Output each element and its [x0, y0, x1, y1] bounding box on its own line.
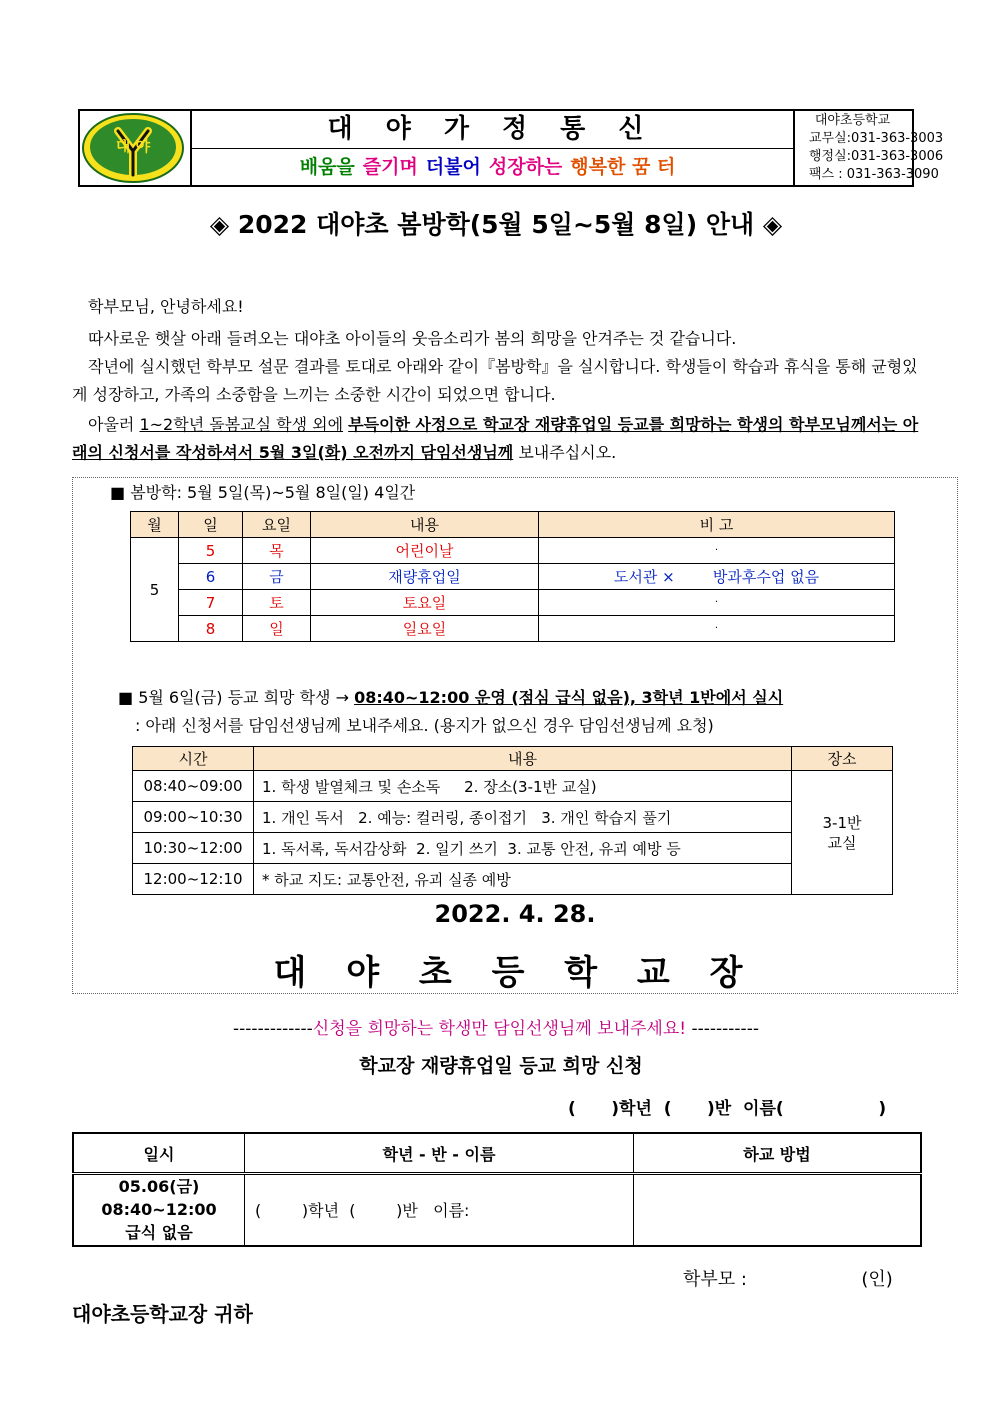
weekday-cell: 토 [243, 590, 311, 616]
motto-word: 성장하는 [488, 156, 563, 178]
note-cell: · [539, 538, 895, 564]
col-day: 일 [179, 512, 243, 538]
note-cell: · [539, 616, 895, 642]
table-row [131, 616, 895, 642]
table-row [133, 833, 893, 864]
time-cell: 12:00~12:10 [133, 864, 254, 895]
month-cell: 5 [131, 538, 179, 642]
request-lead: 아울러 [88, 415, 140, 434]
cut-line-dashes-left: ------------- [233, 1019, 313, 1039]
motto-word: 배움을 [299, 156, 355, 178]
cut-line-text: 신청을 희망하는 학생만 담임선생님께 보내주세요! [312, 1019, 687, 1039]
survey-paragraph: 작년에 실시했던 학부모 설문 결과를 토대로 아래와 같이『봄방학』을 실시합니다. 학생들이 학습과 휴식을 통해 균형있게 성장하고, 가족의 소중함을 느끼는 소중한 시간이 되었으면 합니다. [72, 357, 918, 404]
col-return-method: 하교 방법 [634, 1133, 922, 1174]
content-cell: 어린이날 [311, 538, 539, 564]
logo-text: 대 야 [115, 137, 151, 155]
time-cell: 09:00~10:30 [133, 802, 254, 833]
school-logo-cell [80, 111, 192, 185]
request-paragraph [72, 411, 922, 467]
fax-number: 팩스 : 031-363-3090 [809, 167, 939, 182]
contact-info [793, 111, 944, 186]
break-period-label: ■ 봄방학: 5월 5일(목)~5월 8일(일) 4일간 [110, 483, 416, 502]
activity-cell: 1. 학생 발열체크 및 손소독 2. 장소(3-1반 교실) [254, 771, 792, 802]
attendance-hours: 08:40~12:00 운영 (점심 급식 없음), 3학년 1반에서 실시 [354, 688, 784, 707]
content-cell: 재량휴업일 [311, 564, 539, 590]
greeting: 학부모님, 안녕하세요! [88, 297, 244, 316]
table-row [131, 564, 895, 590]
note-cell: · [539, 590, 895, 616]
col-time: 시간 [133, 747, 254, 771]
weekday-cell: 일 [243, 616, 311, 642]
col-date: 일시 [73, 1133, 245, 1174]
title-cell [190, 111, 795, 185]
addressee: 대야초등학교장 귀하 [72, 1302, 253, 1326]
col-month: 월 [131, 512, 179, 538]
place-cell: 3-1반 교실 [792, 771, 893, 895]
principal-signature: 대 야 초 등 학 교 장 [273, 953, 757, 993]
col-student: 학년 - 반 - 이름 [245, 1133, 634, 1174]
motto-word: 즐기며 [362, 156, 418, 178]
activity-cell: 1. 개인 독서 2. 예능: 컬러링, 종이접기 3. 개인 학습지 풀기 [254, 802, 792, 833]
weekday-cell: 금 [243, 564, 311, 590]
table-row [133, 771, 893, 802]
time-line: 08:40~12:00 [101, 1200, 217, 1220]
time-cell: 10:30~12:00 [133, 833, 254, 864]
activity-cell: * 하교 지도: 교통안전, 유괴 실종 예방 [254, 864, 792, 895]
return-method-field[interactable] [634, 1174, 922, 1246]
content-cell: 일요일 [311, 616, 539, 642]
parent-signature: 학부모 : (인) [683, 1269, 893, 1290]
col-place: 장소 [792, 747, 893, 771]
request-exception: 1~2학년 돌봄교실 학생 외에 [139, 415, 344, 434]
motto-word: 행복한 꿈 터 [570, 156, 676, 178]
table-row [131, 590, 895, 616]
day-cell: 8 [179, 616, 243, 642]
application-table [72, 1132, 922, 1247]
date-line: 05.06(금) [118, 1177, 200, 1197]
school-logo [80, 111, 186, 185]
intro-paragraph: 따사로운 햇살 아래 들려오는 대야초 아이들의 웃음소리가 봄의 희망을 안겨주는 것 같습니다. [88, 329, 737, 348]
newsletter-title: 대 야 가 정 통 신 [190, 111, 793, 149]
day-cell: 6 [179, 564, 243, 590]
meal-line: 급식 없음 [125, 1223, 193, 1243]
col-content: 내용 [311, 512, 539, 538]
document-title: ◈ 2022 대야초 봄방학(5월 5일~5월 8일) 안내 ◈ [209, 210, 783, 239]
col-note: 비 고 [539, 512, 895, 538]
newsletter-header [78, 109, 944, 187]
activity-cell: 1. 독서록, 독서감상화 2. 일기 쓰기 3. 교통 안전, 유괴 예방 등 [254, 833, 792, 864]
admin-phone: 행정실:031-363-3006 [809, 149, 944, 164]
cut-line [0, 1014, 992, 1039]
cut-line-dashes-right: ----------- [686, 1019, 759, 1039]
note-cell: 도서관 × 방과후수업 없음 [539, 564, 895, 590]
col-activity: 내용 [254, 747, 792, 771]
schedule-table [130, 511, 895, 642]
day-cell: 7 [179, 590, 243, 616]
col-weekday: 요일 [243, 512, 311, 538]
table-row [133, 864, 893, 895]
school-motto [190, 149, 793, 185]
student-info-line: ( )학년 ( )반 이름( ) [568, 1099, 887, 1119]
school-name: 대야초등학교 [814, 113, 891, 128]
table-row [73, 1174, 921, 1246]
table-row [131, 538, 895, 564]
request-emphasis: 부득이한 사정으로 학교장 재량휴업일 등교를 희망하는 학생의 학부모님께서는 아래의 신청서를 작성하셔서 5월 3일(화) 오전까지 담임선생님께 [72, 415, 919, 462]
content-cell: 토요일 [311, 590, 539, 616]
time-cell: 08:40~09:00 [133, 771, 254, 802]
table-row [133, 802, 893, 833]
attendance-label [118, 685, 783, 708]
attendance-lead: ■ 5월 6일(금) 등교 희망 학생 → [118, 688, 355, 707]
office-phone: 교무실:031-363-3003 [809, 131, 944, 146]
student-name-field[interactable]: ( )학년 ( )반 이름: [245, 1174, 634, 1246]
motto-word: 더불어 [425, 156, 481, 178]
day-cell: 5 [179, 538, 243, 564]
attendance-note: : 아래 신청서를 담임선생님께 보내주세요. (용지가 없으신 경우 담임선생님께 요청) [135, 716, 714, 735]
issue-date: 2022. 4. 28. [434, 900, 596, 928]
request-closing: 보내주십시오. [513, 443, 617, 462]
weekday-cell: 목 [243, 538, 311, 564]
program-table [132, 746, 893, 895]
form-title: 학교장 재량휴업일 등교 희망 신청 [359, 1055, 643, 1077]
date-cell [73, 1174, 245, 1246]
